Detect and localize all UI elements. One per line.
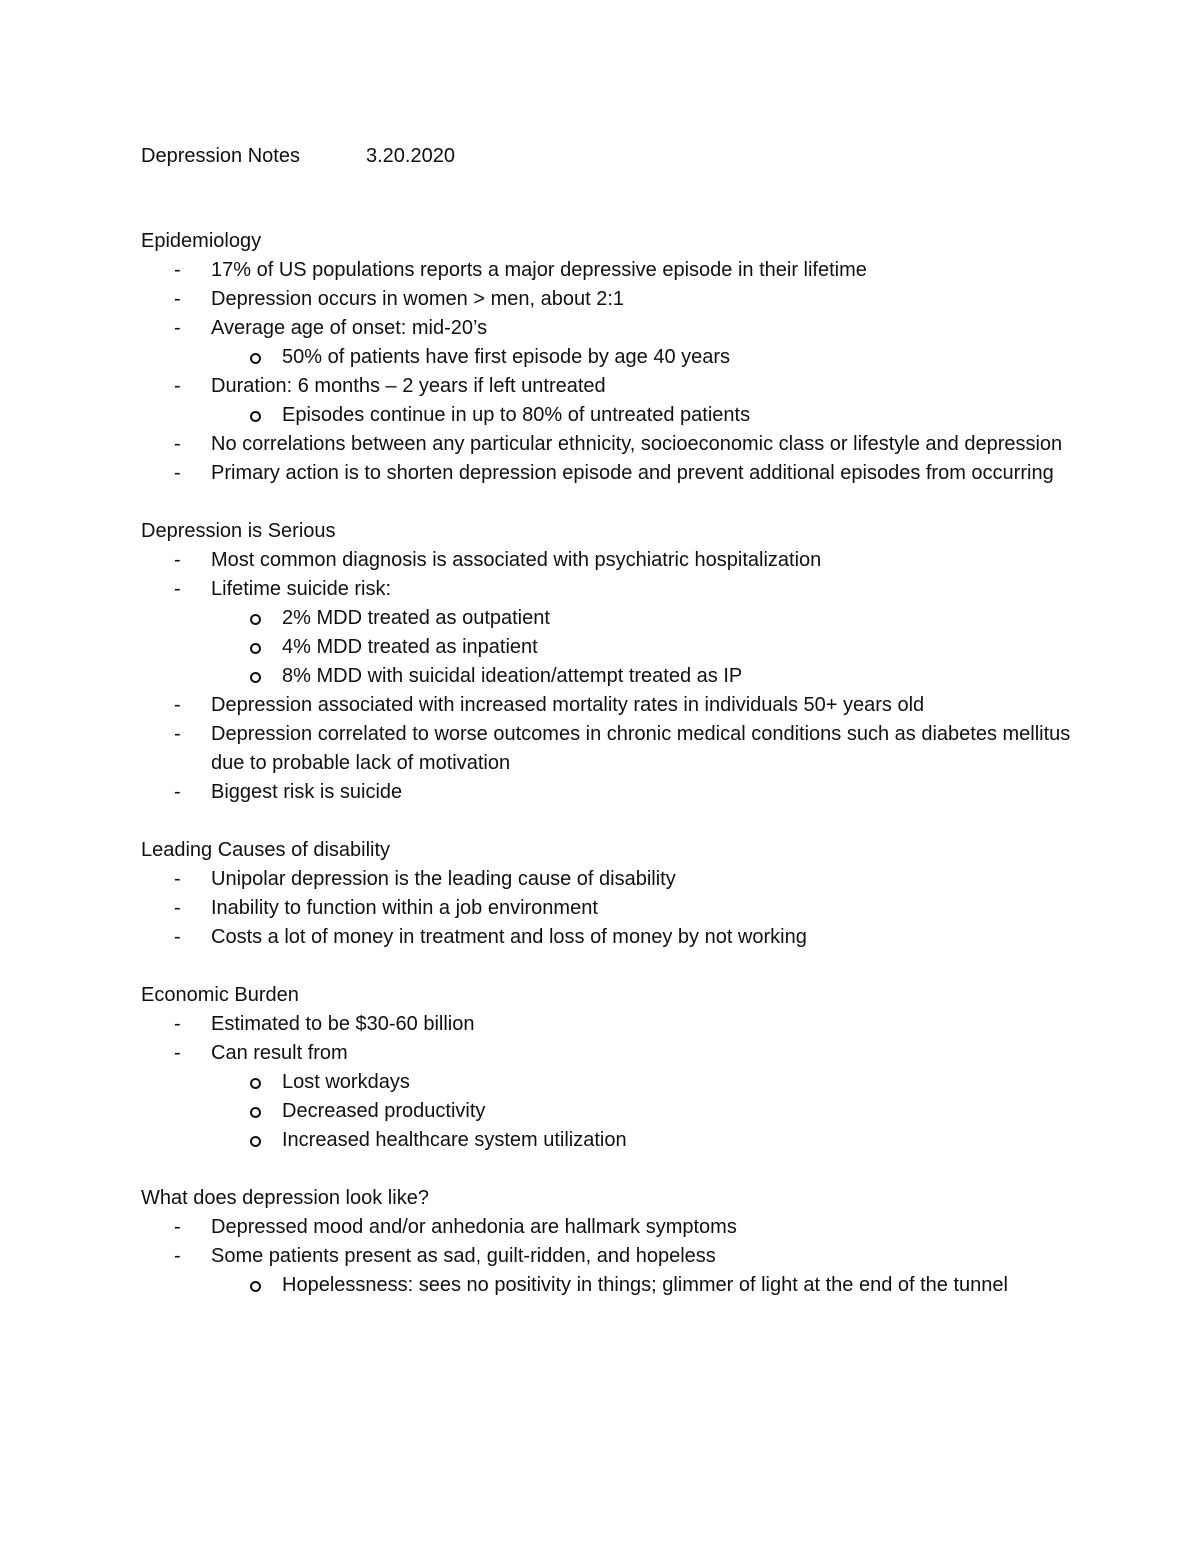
dash-bullet-icon: - <box>174 433 181 455</box>
sub-list-item-text: 4% MDD treated as inpatient <box>282 636 538 658</box>
list-item <box>141 778 1081 807</box>
circle-bullet-icon <box>250 643 261 654</box>
circle-bullet-icon <box>250 1281 261 1292</box>
sub-list-item <box>141 662 1081 691</box>
list-item-text: Depression occurs in women > men, about 2:1 <box>211 288 624 310</box>
section-heading: What does depression look like? <box>141 1187 429 1209</box>
notes-section <box>141 981 1081 1155</box>
sub-list-item-text: 50% of patients have first episode by age 40 years <box>282 346 731 368</box>
notes-section <box>141 227 1081 488</box>
circle-bullet-icon <box>250 1078 261 1089</box>
circle-bullet-icon <box>250 672 261 683</box>
notes-section <box>141 1184 1081 1300</box>
section-heading: Epidemiology <box>141 230 262 252</box>
dash-bullet-icon: - <box>174 259 181 281</box>
dash-bullet-icon: - <box>174 868 181 890</box>
list-item-text: No correlations between any particular ethnicity, socioeconomic class or lifestyle and depression <box>211 433 1063 455</box>
dash-bullet-icon: - <box>174 1013 181 1035</box>
list-item <box>141 314 1081 372</box>
sub-list-item <box>141 633 1081 662</box>
dash-bullet-icon: - <box>174 781 181 803</box>
circle-bullet-icon <box>250 614 261 625</box>
list-item <box>141 256 1081 285</box>
sub-list-item-text: 8% MDD with suicidal ideation/attempt treated as IP <box>282 665 743 687</box>
list-item-text: Depression correlated to worse outcomes in chronic medical conditions such as diabetes mellitus due to probable lack of motivation <box>211 723 1071 774</box>
list-item-text: 17% of US populations reports a major depressive episode in their lifetime <box>211 259 867 281</box>
list-item <box>141 894 1081 923</box>
notes-body <box>141 227 1081 1300</box>
sub-list-item-text: Lost workdays <box>282 1071 410 1093</box>
dash-bullet-icon: - <box>174 694 181 716</box>
bullet-list <box>141 1010 1081 1155</box>
list-item <box>141 1213 1081 1242</box>
sub-list-item <box>141 1097 1081 1126</box>
dash-bullet-icon: - <box>174 375 181 397</box>
sub-bullet-list <box>211 401 1081 430</box>
list-item <box>141 372 1081 430</box>
document-title: Depression Notes <box>141 145 300 167</box>
section-heading: Leading Causes of disability <box>141 839 391 861</box>
sub-list-item-text: 2% MDD treated as outpatient <box>282 607 550 629</box>
notes-section <box>141 836 1081 952</box>
list-item-text: Can result from <box>211 1042 348 1064</box>
sub-bullet-list <box>211 343 1081 372</box>
list-item <box>141 459 1081 488</box>
list-item-text: Costs a lot of money in treatment and loss of money by not working <box>211 926 807 948</box>
document-date: 3.20.2020 <box>366 145 455 167</box>
list-item-text: Depressed mood and/or anhedonia are hallmark symptoms <box>211 1216 737 1238</box>
list-item <box>141 720 1081 778</box>
document-page <box>141 142 1081 1300</box>
list-item-text: Estimated to be $30-60 billion <box>211 1013 475 1035</box>
dash-bullet-icon: - <box>174 1245 181 1267</box>
sub-bullet-list <box>211 1271 1081 1300</box>
sub-list-item <box>141 1068 1081 1097</box>
list-item-text: Inability to function within a job environment <box>211 897 598 919</box>
sub-bullet-list <box>211 604 1081 691</box>
sub-list-item <box>141 343 1081 372</box>
dash-bullet-icon: - <box>174 1216 181 1238</box>
dash-bullet-icon: - <box>174 897 181 919</box>
sub-list-item-text: Decreased productivity <box>282 1100 486 1122</box>
circle-bullet-icon <box>250 353 261 364</box>
sub-list-item-text: Hopelessness: sees no positivity in things; glimmer of light at the end of the tunnel <box>282 1274 1008 1296</box>
list-item <box>141 1010 1081 1039</box>
dash-bullet-icon: - <box>174 462 181 484</box>
document-header <box>141 142 1081 171</box>
list-item <box>141 575 1081 691</box>
sub-list-item <box>141 1271 1081 1300</box>
sub-list-item-text: Increased healthcare system utilization <box>282 1129 627 1151</box>
list-item-text: Lifetime suicide risk: <box>211 578 392 600</box>
list-item <box>141 865 1081 894</box>
list-item-text: Unipolar depression is the leading cause of disability <box>211 868 676 890</box>
section-heading: Depression is Serious <box>141 520 336 542</box>
list-item <box>141 1242 1081 1300</box>
list-item <box>141 285 1081 314</box>
list-item-text: Primary action is to shorten depression episode and prevent additional episodes from occurring <box>211 462 1054 484</box>
sub-list-item-text: Episodes continue in up to 80% of untreated patients <box>282 404 751 426</box>
list-item <box>141 430 1081 459</box>
dash-bullet-icon: - <box>174 578 181 600</box>
bullet-list <box>141 546 1081 807</box>
dash-bullet-icon: - <box>174 1042 181 1064</box>
sub-bullet-list <box>211 1068 1081 1155</box>
list-item <box>141 1039 1081 1155</box>
bullet-list <box>141 1213 1081 1300</box>
dash-bullet-icon: - <box>174 723 181 745</box>
list-item-text: Biggest risk is suicide <box>211 781 403 803</box>
list-item-text: Duration: 6 months – 2 years if left untreated <box>211 375 606 397</box>
notes-section <box>141 517 1081 807</box>
dash-bullet-icon: - <box>174 549 181 571</box>
list-item-text: Average age of onset: mid-20’s <box>211 317 488 339</box>
circle-bullet-icon <box>250 411 261 422</box>
sub-list-item <box>141 604 1081 633</box>
dash-bullet-icon: - <box>174 926 181 948</box>
circle-bullet-icon <box>250 1136 261 1147</box>
list-item-text: Most common diagnosis is associated with psychiatric hospitalization <box>211 549 822 571</box>
list-item-text: Depression associated with increased mortality rates in individuals 50+ years old <box>211 694 925 716</box>
sub-list-item <box>141 401 1081 430</box>
list-item <box>141 546 1081 575</box>
dash-bullet-icon: - <box>174 317 181 339</box>
circle-bullet-icon <box>250 1107 261 1118</box>
bullet-list <box>141 865 1081 952</box>
bullet-list <box>141 256 1081 488</box>
dash-bullet-icon: - <box>174 288 181 310</box>
list-item <box>141 923 1081 952</box>
list-item-text: Some patients present as sad, guilt-ridden, and hopeless <box>211 1245 716 1267</box>
list-item <box>141 691 1081 720</box>
section-heading: Economic Burden <box>141 984 299 1006</box>
sub-list-item <box>141 1126 1081 1155</box>
